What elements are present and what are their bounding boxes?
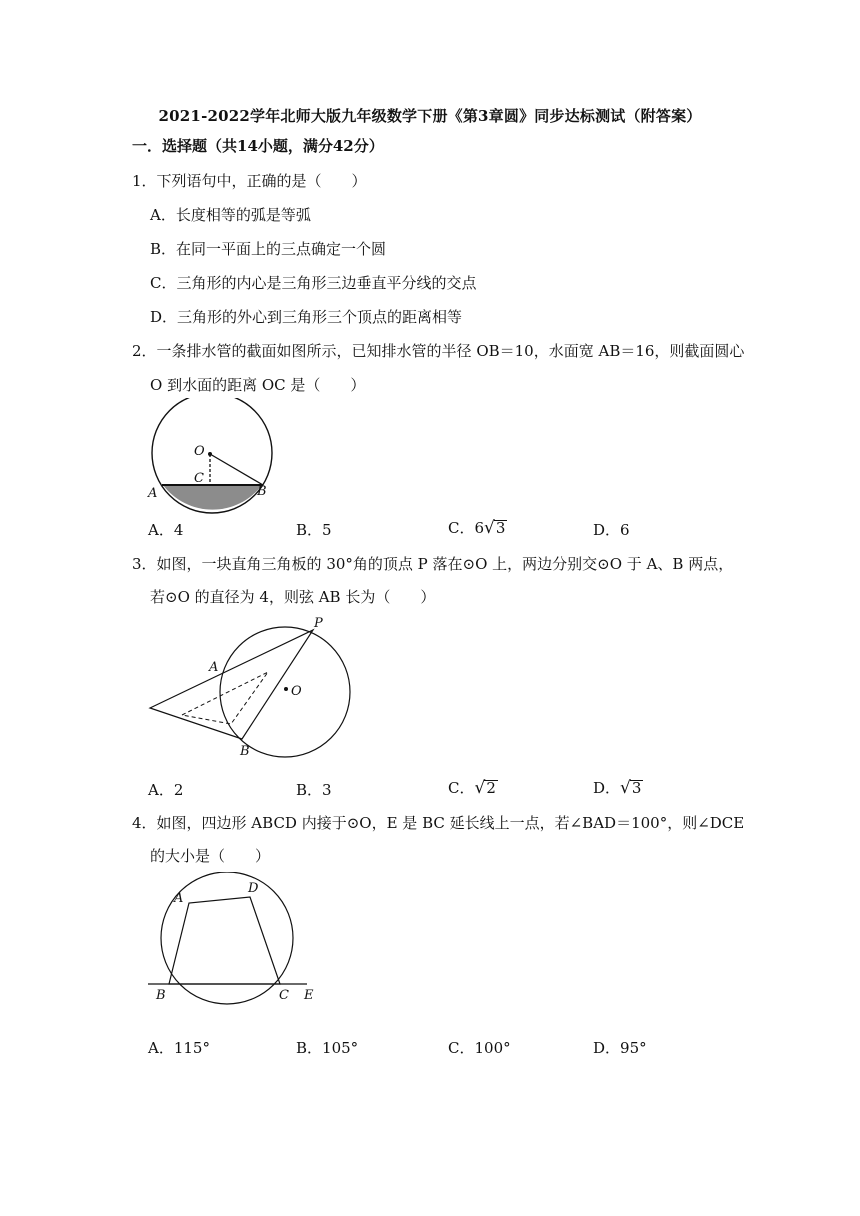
q3-choice-d-prefix: D． [593,779,621,797]
q4-label-e: E [304,988,314,1003]
q3-label-p: P [314,616,323,631]
q3-stem-line1: 3．如图，一块直角三角板的 30°角的顶点 P 落在⊙O 上，两边分别交⊙O 于 A、B 两点， [132,555,734,573]
radical-sign-icon: √ [474,778,486,798]
q3-center-point [284,687,288,691]
q2-label-b: B [257,484,267,499]
q2-choice-c [448,517,507,538]
q3-choice-d-radicand: 3 [631,779,642,797]
q3-choice-c-radicand: 2 [486,779,496,797]
q3-figure [145,612,360,767]
q3-choice-c [448,777,498,798]
q2-stem-line2: O 到水面的距离 OC 是（ ） [150,376,366,394]
q3-stem-line2: 若⊙O 的直径为 4，则弦 AB 长为（ ） [150,588,436,606]
q3-circle [220,627,350,757]
q2-choice-a: A．4 [148,521,184,539]
q2-water-segment [163,485,262,510]
q3-label-o: O [291,684,302,699]
q4-choice-d: D．95° [593,1039,647,1057]
section-heading: 一．选择题（共14小题，满分42分） [132,137,384,155]
q1-option-a: A．长度相等的弧是等弧 [150,206,311,224]
q1-option-d: D．三角形的外心到三角形三个顶点的距离相等 [150,308,463,326]
q2-label-o: O [194,444,205,459]
q2-stem-line1: 2．一条排水管的截面如图所示，已知排水管的半径 OB＝10，水面宽 AB＝16，则截面圆心 [132,342,745,360]
q4-choice-a: A．115° [148,1039,210,1057]
q2-center-point [208,452,212,456]
q4-label-d: D [248,881,259,896]
q3-choice-d [593,777,643,798]
q2-radius-ob [210,454,263,485]
q2-choice-d: D．6 [593,521,630,539]
q4-stem-line1: 4．如图，四边形 ABCD 内接于⊙O，E 是 BC 延长线上一点，若∠BAD＝100°，则∠DCE [132,814,745,832]
q4-label-c: C [279,988,289,1003]
page-title: 2021-2022学年北师大版九年级数学下册《第3章圆》同步达标测试（附答案） [158,107,702,125]
q4-stem-line2: 的大小是（ ） [150,847,271,865]
q2-label-c: C [194,471,204,486]
q2-label-a: A [148,486,158,501]
q4-quadrilateral-abcd [169,897,280,984]
q4-figure [145,872,335,1007]
q4-label-b: B [156,988,166,1003]
q3-label-a: A [209,660,219,675]
q4-label-a: A [174,891,184,906]
radical-sign-icon: √ [484,518,495,538]
q3-triangle-outer [150,630,313,739]
radical-sign-icon: √ [620,778,631,798]
q2-figure [145,398,285,514]
q3-choice-b: B．3 [296,781,332,799]
q2-choice-b: B．5 [296,521,332,539]
q4-choice-b: B．105° [296,1039,359,1057]
q3-label-b: B [240,744,250,759]
q4-choice-c: C．100° [448,1039,511,1057]
q1-option-c: C．三角形的内心是三角形三边垂直平分线的交点 [150,274,477,292]
q3-choice-c-prefix: C． [448,779,475,797]
q1-stem: 1．下列语句中，正确的是（ ） [132,172,367,190]
q2-choice-c-prefix: C．6 [448,519,485,537]
q1-option-b: B．在同一平面上的三点确定一个圆 [150,240,387,258]
q2-choice-c-radicand: 3 [495,519,506,537]
q3-choice-a: A．2 [148,781,184,799]
